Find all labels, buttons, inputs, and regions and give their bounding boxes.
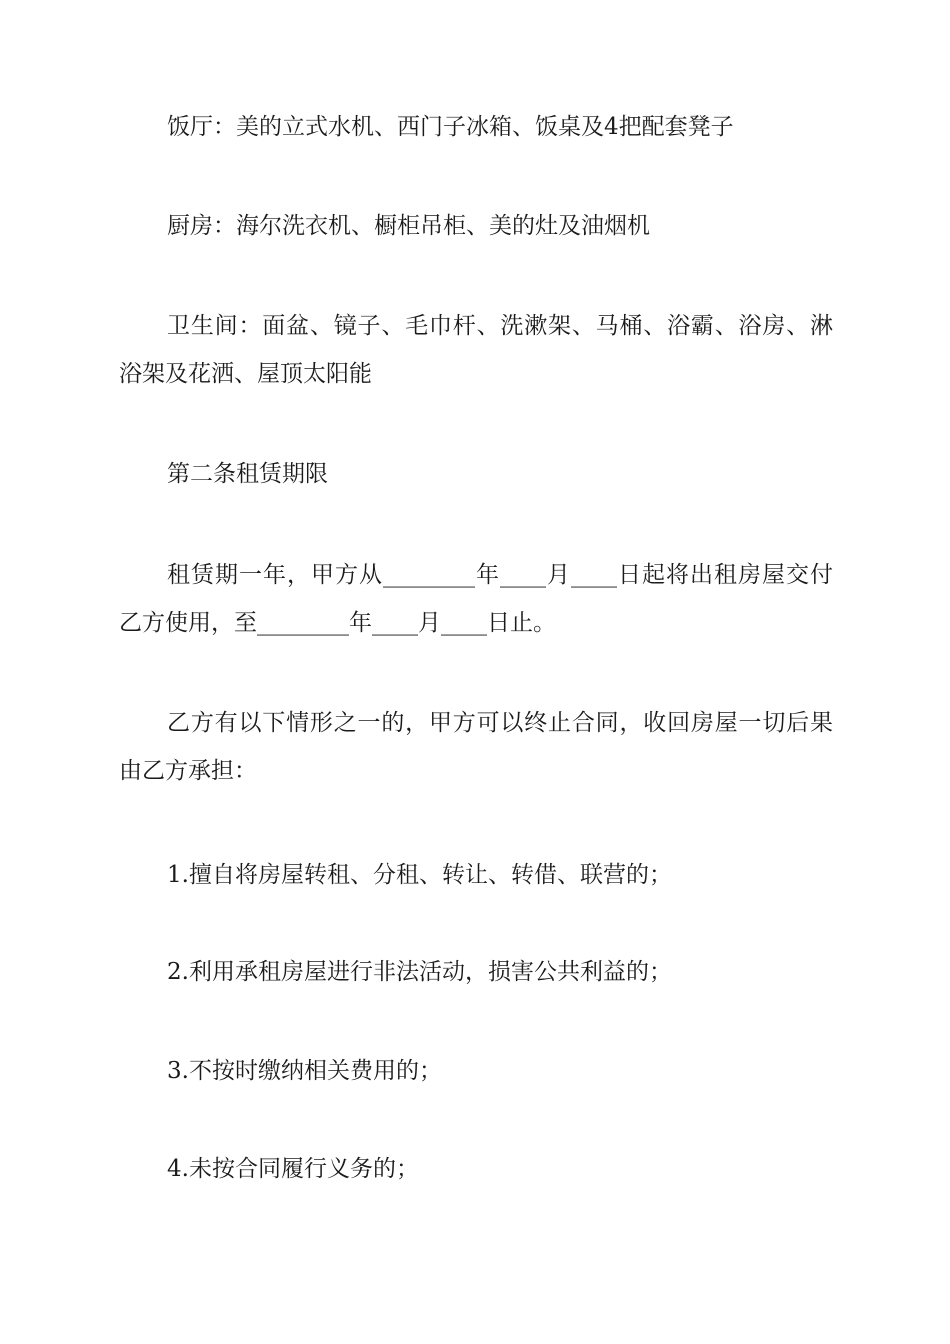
paragraph-dining-room: 饭厅：美的立式水机、西门子冰箱、饭桌及4把配套凳子 [167,114,734,140]
list-item-4: 4.未按合同履行义务的； [167,1156,419,1182]
paragraph-bathroom: 卫生间：面盆、镜子、毛巾杆、洗漱架、马桶、浴霸、浴房、淋浴架及花洒、屋顶太阳能 [119,313,833,387]
list-item-2: 2.利用承租房屋进行非法活动，损害公共利益的； [167,959,672,985]
section-heading-lease-term: 第二条租赁期限 [167,461,328,487]
paragraph-termination-conditions: 乙方有以下情形之一的，甲方可以终止合同，收回房屋一切后果由乙方承担： [119,710,833,784]
paragraph-lease-period: 租赁期一年，甲方从________年____月____日起将出租房屋交付乙方使用，至________年____月____日止。 [119,562,833,636]
list-item-1: 1.擅自将房屋转租、分租、转让、转借、联营的； [167,862,672,888]
paragraph-kitchen: 厨房：海尔洗衣机、橱柜吊柜、美的灶及油烟机 [167,213,650,239]
list-item-3: 3.不按时缴纳相关费用的； [167,1058,442,1084]
